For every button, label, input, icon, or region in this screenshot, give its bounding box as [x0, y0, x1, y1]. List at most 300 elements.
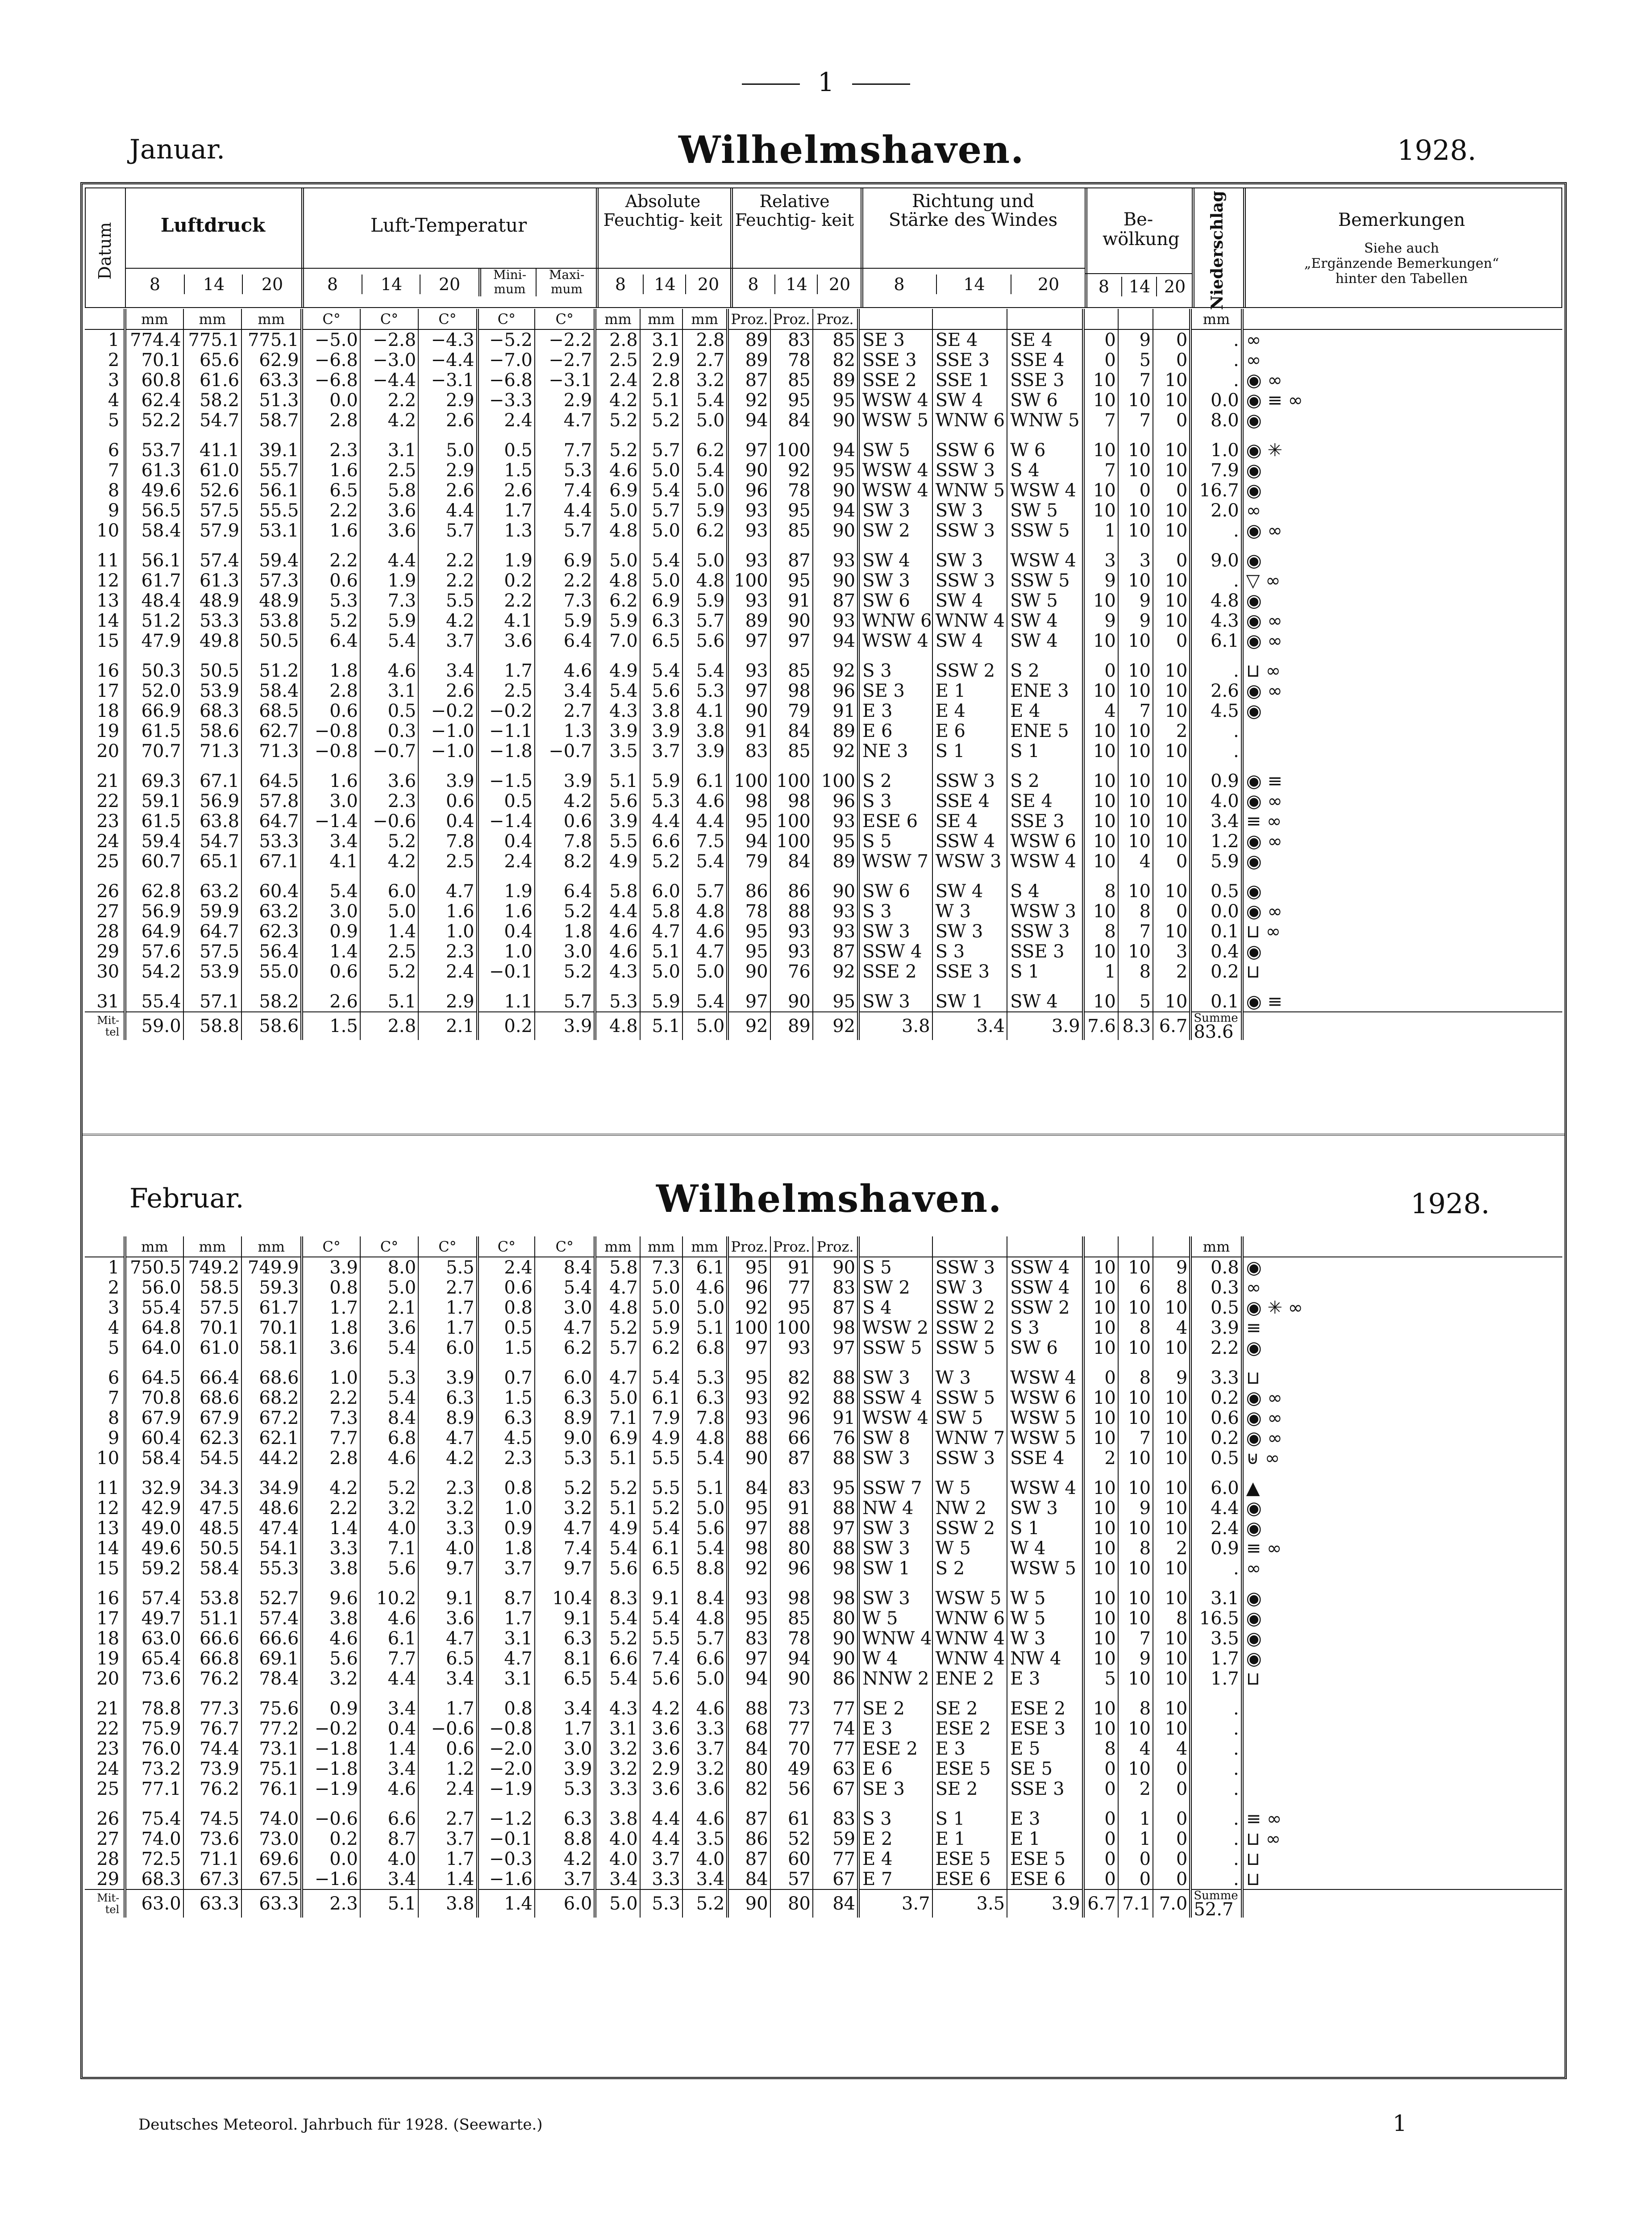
value-cell: SSW 2 [932, 1298, 1007, 1318]
value-cell: SE 3 [858, 1779, 932, 1799]
value-cell: 4.7 [535, 1318, 595, 1338]
value-cell: 9.1 [535, 1608, 595, 1628]
value-cell: 3.0 [535, 941, 595, 961]
value-cell: 4.3 [595, 701, 640, 721]
value-cell: 10 [1118, 791, 1153, 811]
value-cell: WSW 6 [1007, 1388, 1083, 1408]
value-cell: 92 [813, 651, 858, 681]
value-cell: 55.0 [241, 961, 302, 982]
table-row [85, 1498, 1562, 1518]
value-cell: 0 [1153, 1799, 1190, 1829]
value-cell: S 2 [932, 1558, 1007, 1578]
value-cell: 5.0 [682, 480, 728, 500]
value-cell: 75.9 [125, 1718, 183, 1739]
value-cell: 10 [1083, 721, 1118, 741]
value-cell: 84 [728, 1739, 770, 1759]
remarks-cell: ◉ ∞ [1242, 1428, 1562, 1448]
value-cell: 32.9 [125, 1468, 183, 1498]
value-cell: 1.4 [302, 1518, 360, 1538]
mean-cell: 1.4 [478, 1889, 535, 1918]
value-cell: 84 [770, 721, 813, 741]
unit-cell [932, 309, 1007, 329]
value-cell: 5.1 [595, 1448, 640, 1468]
unit-cell: C° [360, 1236, 418, 1257]
remarks-cell: ⊔ [1242, 1869, 1562, 1889]
value-cell: 97 [728, 1648, 770, 1668]
footer-source: Deutsches Meteorol. Jahrbuch für 1928. (Seewarte.) [138, 2116, 543, 2134]
value-cell: 7.3 [535, 591, 595, 611]
day-cell: 1 [108, 329, 120, 350]
value-cell: 78.4 [241, 1668, 302, 1689]
value-cell: 10 [1153, 1468, 1190, 1498]
value-cell: 94 [728, 410, 770, 430]
value-cell: SW 3 [858, 1448, 932, 1468]
value-cell: 0 [1118, 480, 1153, 500]
value-cell: 5.2 [595, 410, 640, 430]
value-cell: 4.4 [640, 1799, 682, 1829]
value-cell: 0 [1083, 651, 1118, 681]
sub-8: 8 [615, 275, 626, 294]
unit-cell [1083, 1236, 1118, 1257]
value-cell: WSW 2 [858, 1318, 932, 1338]
value-cell: 4.4 [360, 1668, 418, 1689]
value-cell: 68.6 [241, 1358, 302, 1388]
value-cell: 95 [728, 1608, 770, 1628]
value-cell: 3.3 [640, 1869, 682, 1889]
day-cell: 11 [96, 1477, 120, 1498]
value-cell: SSE 3 [932, 961, 1007, 982]
value-cell: 5.1 [682, 1318, 728, 1338]
value-cell: 2.2 [302, 541, 360, 570]
mean-cell: 5.0 [595, 1889, 640, 1918]
day-cell: 27 [96, 901, 120, 921]
mean-cell: 84 [813, 1889, 858, 1918]
table-row [85, 1277, 1562, 1298]
value-cell: 3.6 [418, 1608, 477, 1628]
unit-cell: mm [595, 309, 640, 329]
value-cell: 77 [813, 1849, 858, 1869]
value-cell: 1.9 [360, 570, 418, 591]
value-cell: 93 [770, 921, 813, 941]
value-cell: 10 [1153, 1668, 1190, 1689]
value-cell: 8 [1118, 1358, 1153, 1388]
value-cell: 96 [728, 480, 770, 500]
value-cell: 5.6 [682, 631, 728, 651]
value-cell: 56.9 [183, 791, 241, 811]
value-cell: WSW 4 [1007, 851, 1083, 871]
value-cell: 48.5 [183, 1518, 241, 1538]
value-cell: 55.4 [125, 1298, 183, 1318]
value-cell: SW 3 [858, 1538, 932, 1558]
value-cell: 0 [1153, 1849, 1190, 1869]
value-cell: 5.3 [535, 1448, 595, 1468]
day-cell: 12 [96, 570, 120, 591]
value-cell: . [1190, 1759, 1242, 1779]
value-cell: 10 [1153, 1298, 1190, 1318]
value-cell: S 1 [932, 1799, 1007, 1829]
value-cell: 0.0 [302, 390, 360, 410]
table-row [85, 1338, 1562, 1358]
value-cell: 4.7 [640, 921, 682, 941]
value-cell: 3.3 [682, 1718, 728, 1739]
value-cell: −1.6 [478, 1869, 535, 1889]
sub-14: 14 [643, 275, 686, 294]
value-cell: 7.0 [595, 631, 640, 651]
value-cell: 67.1 [183, 761, 241, 791]
value-cell: 2.5 [360, 460, 418, 480]
unit-cell: Proz. [813, 1236, 858, 1257]
month-title-februar: Februar. [129, 1183, 244, 1214]
value-cell: 5.7 [418, 520, 477, 541]
value-cell: 98 [770, 791, 813, 811]
value-cell: 5.4 [640, 651, 682, 681]
value-cell: 97 [728, 1338, 770, 1358]
value-cell: E 3 [858, 701, 932, 721]
value-cell: 10 [1118, 721, 1153, 741]
value-cell: 1.7 [418, 1849, 477, 1869]
day-cell: 2 [108, 350, 120, 370]
value-cell: 775.1 [183, 329, 241, 350]
day-cell: 3 [108, 370, 120, 390]
remarks-cell: ◉ [1242, 1338, 1562, 1358]
value-cell: −6.8 [302, 370, 360, 390]
day-cell: 9 [108, 1428, 120, 1448]
value-cell: 5.0 [595, 541, 640, 570]
value-cell: 10 [1153, 681, 1190, 701]
value-cell: 1.1 [478, 982, 535, 1012]
value-cell: 5.9 [682, 591, 728, 611]
value-cell: 58.5 [183, 1277, 241, 1298]
value-cell: 10 [1153, 1388, 1190, 1408]
value-cell: 5.0 [682, 961, 728, 982]
value-cell: 5.7 [682, 611, 728, 631]
value-cell: 10 [1083, 1468, 1118, 1498]
value-cell: 4.9 [640, 1428, 682, 1448]
remarks-cell: ◉ ∞ [1242, 1408, 1562, 1428]
value-cell: 7 [1118, 701, 1153, 721]
value-cell: 56.1 [241, 480, 302, 500]
value-cell: 10 [1118, 1408, 1153, 1428]
value-cell: 10 [1153, 741, 1190, 761]
value-cell: 59 [813, 1829, 858, 1849]
value-cell: 77 [770, 1718, 813, 1739]
value-cell: WSW 4 [858, 480, 932, 500]
value-cell: S 1 [1007, 741, 1083, 761]
value-cell: 2.7 [535, 701, 595, 721]
value-cell: 3.4 [1190, 811, 1242, 831]
value-cell: 98 [770, 1578, 813, 1608]
value-cell: SW 3 [858, 1518, 932, 1538]
unit-cell [932, 1236, 1007, 1257]
value-cell: 89 [813, 851, 858, 871]
value-cell: 7.8 [682, 1408, 728, 1428]
value-cell: 70.8 [125, 1388, 183, 1408]
mean-cell: 2.8 [360, 1012, 418, 1040]
value-cell: 0.9 [1190, 761, 1242, 791]
value-cell: 6.2 [640, 1338, 682, 1358]
table-row [85, 1668, 1562, 1689]
value-cell: 76.2 [183, 1668, 241, 1689]
value-cell: 92 [728, 1558, 770, 1578]
value-cell: 6.3 [418, 1388, 477, 1408]
value-cell: SW 3 [858, 500, 932, 520]
value-cell: 0.6 [302, 701, 360, 721]
value-cell: 5.6 [302, 1648, 360, 1668]
value-cell: 4.1 [682, 701, 728, 721]
table-row [85, 329, 1562, 350]
value-cell: 4 [1083, 701, 1118, 721]
month-title-januar: Januar. [129, 134, 225, 165]
value-cell: 67.9 [183, 1408, 241, 1428]
value-cell: 10 [1153, 701, 1190, 721]
value-cell: 90 [813, 480, 858, 500]
value-cell: −0.1 [478, 1829, 535, 1849]
value-cell: 10 [1153, 1518, 1190, 1538]
value-cell: 7.9 [1190, 460, 1242, 480]
value-cell: SW 5 [1007, 500, 1083, 520]
table-row [85, 1558, 1562, 1578]
precip-sum-cell [1190, 1889, 1242, 1918]
value-cell: 61.5 [125, 721, 183, 741]
value-cell: 93 [813, 811, 858, 831]
value-cell: SSW 2 [1007, 1298, 1083, 1318]
value-cell: 4.8 [682, 1428, 728, 1448]
day-cell: 27 [96, 1829, 120, 1849]
value-cell: ESE 3 [1007, 1718, 1083, 1739]
value-cell: 67.5 [241, 1869, 302, 1889]
value-cell: 93 [728, 500, 770, 520]
value-cell: 3.6 [478, 631, 535, 651]
mean-cell: 4.8 [595, 1012, 640, 1040]
value-cell: 60 [770, 1849, 813, 1869]
value-cell: 5.7 [535, 982, 595, 1012]
value-cell: 9 [1083, 570, 1118, 591]
value-cell: 10 [1083, 1518, 1118, 1538]
value-cell: 90 [728, 961, 770, 982]
value-cell: 1.8 [302, 1318, 360, 1338]
value-cell: 0 [1083, 1759, 1118, 1779]
value-cell: 5.4 [360, 1338, 418, 1358]
value-cell: 86 [770, 871, 813, 901]
value-cell: 3.9 [302, 1257, 360, 1277]
value-cell: 86 [728, 1829, 770, 1849]
value-cell: 64.7 [241, 811, 302, 831]
value-cell: 6.9 [595, 480, 640, 500]
value-cell: 97 [813, 1518, 858, 1538]
value-cell: WNW 4 [858, 1628, 932, 1648]
value-cell: −0.7 [535, 741, 595, 761]
value-cell: 10 [1118, 941, 1153, 961]
header-datum: Datum [85, 196, 126, 308]
value-cell: 68.3 [125, 1869, 183, 1889]
value-cell: 10 [1083, 1408, 1118, 1428]
station-title-februar: Wilhelmshaven. [656, 1177, 1003, 1221]
value-cell: 0.9 [1190, 1538, 1242, 1558]
value-cell: 6.3 [640, 611, 682, 631]
sub-14: 14 [1121, 277, 1157, 296]
value-cell: 6.1 [640, 1538, 682, 1558]
value-cell: 0.8 [478, 1298, 535, 1318]
day-cell: 8 [108, 480, 120, 500]
value-cell: 2.1 [360, 1298, 418, 1318]
value-cell: E 6 [932, 721, 1007, 741]
value-cell: 57.4 [241, 1608, 302, 1628]
value-cell: 57.3 [241, 570, 302, 591]
mean-cell: 3.4 [932, 1012, 1007, 1040]
value-cell: 56.5 [125, 500, 183, 520]
value-cell: 10 [1083, 1689, 1118, 1718]
value-cell: 5.7 [595, 1338, 640, 1358]
unit-cell: Proz. [813, 309, 858, 329]
value-cell: 0.5 [1190, 1448, 1242, 1468]
value-cell: 6 [1118, 1277, 1153, 1298]
value-cell: 0.9 [478, 1518, 535, 1538]
value-cell: 6.6 [360, 1799, 418, 1829]
remarks-cell: ⊔ [1242, 1849, 1562, 1869]
value-cell: 2.5 [595, 350, 640, 370]
value-cell: SW 4 [932, 871, 1007, 901]
value-cell: 10 [1118, 831, 1153, 851]
value-cell: 1.2 [418, 1759, 477, 1779]
remarks-cell: ◉ ∞ [1242, 520, 1562, 541]
value-cell: 90 [813, 1257, 858, 1277]
value-cell: S 2 [858, 761, 932, 791]
unit-cell: mm [241, 309, 302, 329]
value-cell: 93 [813, 611, 858, 631]
value-cell: 10 [1153, 460, 1190, 480]
value-cell: 63.0 [125, 1628, 183, 1648]
value-cell: 4.6 [360, 1448, 418, 1468]
day-cell: 24 [96, 1759, 120, 1779]
value-cell: W 5 [1007, 1608, 1083, 1628]
value-cell: WNW 5 [1007, 410, 1083, 430]
value-cell: 68 [728, 1718, 770, 1739]
value-cell: 88 [813, 1498, 858, 1518]
value-cell: 5.4 [640, 1358, 682, 1388]
value-cell: SW 6 [858, 871, 932, 901]
value-cell: 3.7 [682, 1739, 728, 1759]
value-cell: . [1190, 350, 1242, 370]
value-cell: 90 [813, 410, 858, 430]
value-cell: 10 [1083, 1298, 1118, 1318]
unit-cell: C° [418, 1236, 477, 1257]
value-cell: 10 [1118, 1448, 1153, 1468]
precip-sum-value: 52.7 [1194, 1899, 1234, 1918]
header-wind: Richtung und Stärke des Windes [888, 191, 1058, 230]
remarks-cell: ◉ [1242, 1648, 1562, 1668]
value-cell: 63 [813, 1759, 858, 1779]
value-cell: 5.9 [1190, 851, 1242, 871]
remarks-cell: ◉ ✳ [1242, 430, 1562, 460]
value-cell: 7.1 [595, 1408, 640, 1428]
value-cell: 100 [728, 761, 770, 791]
value-cell: 93 [770, 1338, 813, 1358]
value-cell: 10 [1083, 811, 1118, 831]
day-cell: 5 [108, 410, 120, 430]
table-row [85, 430, 1562, 460]
value-cell: 10 [1153, 520, 1190, 541]
value-cell: 2.8 [302, 681, 360, 701]
value-cell: 6.4 [535, 871, 595, 901]
value-cell: 2.6 [1190, 681, 1242, 701]
value-cell: 62.1 [241, 1428, 302, 1448]
value-cell: 1.7 [1190, 1668, 1242, 1689]
value-cell: 3.0 [302, 901, 360, 921]
value-cell: 5.0 [640, 1277, 682, 1298]
value-cell: 53.1 [241, 520, 302, 541]
value-cell: 0.8 [478, 1689, 535, 1718]
unit-cell: mm [125, 1236, 183, 1257]
value-cell: 49.8 [183, 631, 241, 651]
value-cell: 10 [1153, 1718, 1190, 1739]
table-row [85, 370, 1562, 390]
value-cell: 61.6 [183, 370, 241, 390]
day-cell: 26 [96, 1808, 120, 1829]
value-cell: 48.4 [125, 591, 183, 611]
value-cell: S 5 [858, 831, 932, 851]
value-cell: 6.9 [535, 541, 595, 570]
value-cell: −6.8 [478, 370, 535, 390]
value-cell: 3.1 [640, 329, 682, 350]
remarks-cell: ◉ ∞ [1242, 901, 1562, 921]
table-row [85, 1318, 1562, 1338]
value-cell: 10 [1118, 811, 1153, 831]
value-cell: 98 [813, 1578, 858, 1608]
value-cell: 77.1 [125, 1779, 183, 1799]
value-cell: 4.8 [595, 1298, 640, 1318]
value-cell: 0 [1153, 541, 1190, 570]
remarks-cell [1242, 1759, 1562, 1779]
value-cell: 2.7 [418, 1277, 477, 1298]
value-cell: 3.9 [1190, 1318, 1242, 1338]
value-cell: 5.4 [640, 1518, 682, 1538]
value-cell: 5 [1118, 350, 1153, 370]
value-cell: 88 [813, 1538, 858, 1558]
value-cell: 6.5 [535, 1668, 595, 1689]
value-cell: 3.4 [535, 681, 595, 701]
remarks-cell: ▽ ∞ [1242, 570, 1562, 591]
remarks-cell: ◉ ∞ [1242, 631, 1562, 651]
value-cell: 10 [1153, 1648, 1190, 1668]
value-cell: 3.6 [360, 1318, 418, 1338]
value-cell: 4.0 [682, 1849, 728, 1869]
value-cell: 87 [728, 370, 770, 390]
value-cell: 7 [1118, 921, 1153, 941]
value-cell: SE 2 [858, 1689, 932, 1718]
value-cell: 2.2 [478, 591, 535, 611]
value-cell: 1.6 [302, 460, 360, 480]
value-cell: 2.6 [418, 480, 477, 500]
value-cell: 100 [770, 761, 813, 791]
value-cell: 7.5 [682, 831, 728, 851]
value-cell: 7 [1118, 1428, 1153, 1448]
value-cell: 7.9 [640, 1408, 682, 1428]
value-cell: 5.5 [418, 591, 477, 611]
value-cell: 3 [1153, 941, 1190, 961]
value-cell: 4.7 [418, 871, 477, 901]
februar-table [85, 1236, 1562, 1918]
remarks-cell: ∞ [1242, 350, 1562, 370]
value-cell: 1.7 [418, 1318, 477, 1338]
value-cell: SSW 3 [932, 761, 1007, 791]
value-cell: 9.1 [640, 1578, 682, 1608]
value-cell: 775.1 [241, 329, 302, 350]
value-cell: 6.2 [535, 1338, 595, 1358]
value-cell: 6.9 [595, 1428, 640, 1448]
value-cell: 0.6 [478, 1277, 535, 1298]
value-cell: 86 [813, 1668, 858, 1689]
value-cell: SE 5 [1007, 1759, 1083, 1779]
